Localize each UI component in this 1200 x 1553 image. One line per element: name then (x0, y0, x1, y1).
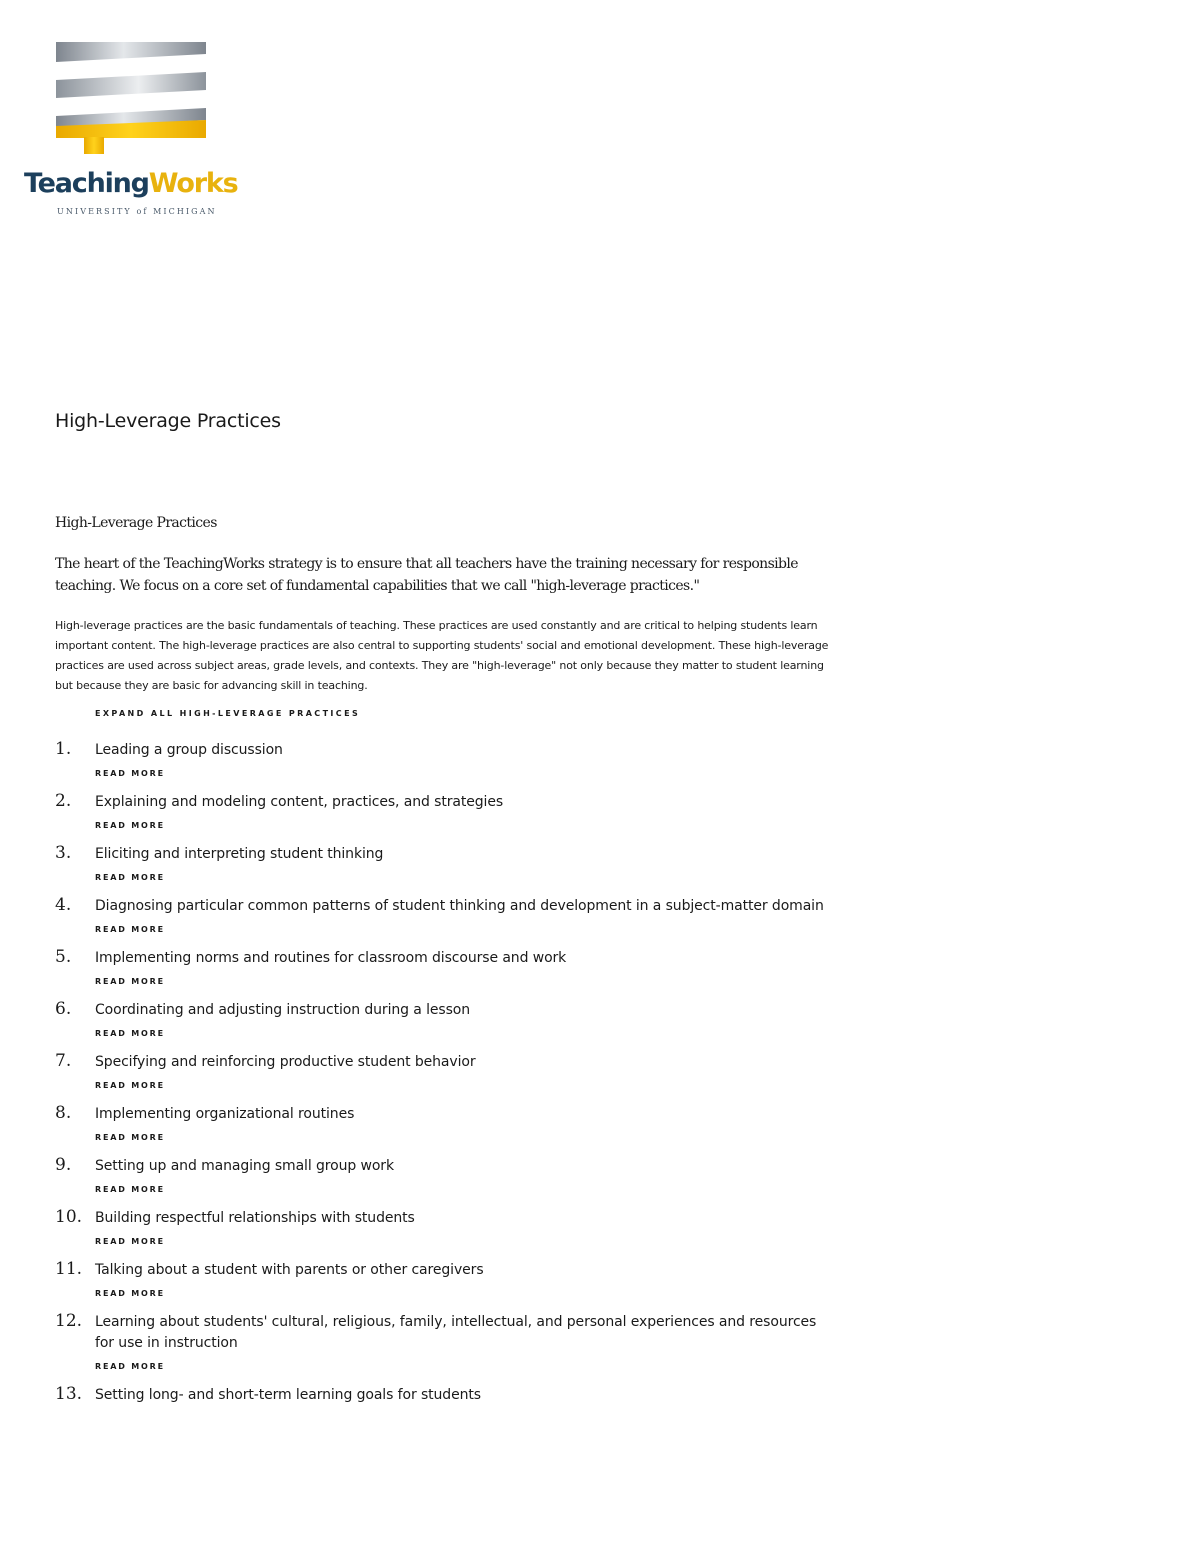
teachingworks-wordmark: TeachingWorks (24, 168, 238, 199)
read-more-link[interactable]: READ MORE (95, 977, 165, 986)
read-more-link[interactable]: READ MORE (95, 769, 165, 778)
practice-list (0, 738, 860, 1416)
read-more-link[interactable]: READ MORE (95, 873, 165, 882)
practice-item (0, 738, 860, 790)
teachingworks-logo-mark-icon (54, 40, 210, 158)
read-more-link[interactable]: READ MORE (95, 1133, 165, 1142)
practice-item (0, 946, 860, 998)
practice-title[interactable]: Building respectful relationships with students (95, 1210, 415, 1226)
practice-item (0, 790, 860, 842)
university-of-michigan-subtitle: UNIVERSITY of MICHIGAN (57, 207, 217, 216)
page-title: High-Leverage Practices (55, 410, 281, 432)
practice-item (0, 1383, 860, 1416)
read-more-link[interactable]: READ MORE (95, 925, 165, 934)
intro-lead-paragraph: The heart of the TeachingWorks strategy is to ensure that all teachers have the training necessary for responsible teaching. We focus on a core set of fundamental capabilities that we call "high-leverage practices." (55, 556, 798, 594)
practice-title[interactable]: Diagnosing particular common patterns of student thinking and development in a subject-matter domain (95, 898, 824, 914)
practice-item (0, 1102, 860, 1154)
practice-number: 4. (55, 895, 72, 915)
practice-number: 5. (55, 947, 72, 967)
practice-title[interactable]: Talking about a student with parents or other caregivers (95, 1262, 484, 1278)
expand-all-button[interactable]: EXPAND ALL HIGH-LEVERAGE PRACTICES (95, 709, 361, 718)
practice-number: 7. (55, 1051, 72, 1071)
practice-number: 2. (55, 791, 72, 811)
read-more-link[interactable]: READ MORE (95, 1081, 165, 1090)
practice-title[interactable]: Setting up and managing small group work (95, 1158, 394, 1174)
practice-number: 12. (55, 1311, 83, 1331)
read-more-link[interactable]: READ MORE (95, 1029, 165, 1038)
practice-title[interactable]: Coordinating and adjusting instruction during a lesson (95, 1002, 471, 1018)
practice-item (0, 1050, 860, 1102)
practice-item (0, 842, 860, 894)
read-more-link[interactable]: READ MORE (95, 1237, 165, 1246)
read-more-link[interactable]: READ MORE (95, 1185, 165, 1194)
practice-title[interactable]: Learning about students' cultural, religious, family, intellectual, and personal experiences and resources for use in instruction (95, 1314, 817, 1351)
practice-number: 6. (55, 999, 72, 1019)
teachingworks-logo[interactable] (24, 40, 244, 220)
practice-title[interactable]: Setting long- and short-term learning goals for students (95, 1387, 481, 1403)
practice-item (0, 894, 860, 946)
practice-number: 8. (55, 1103, 72, 1123)
practice-number: 11. (55, 1259, 83, 1279)
practice-item (0, 1154, 860, 1206)
practice-title[interactable]: Explaining and modeling content, practices, and strategies (95, 794, 504, 810)
read-more-link[interactable]: READ MORE (95, 1289, 165, 1298)
practice-number: 13. (55, 1384, 83, 1404)
practice-title[interactable]: Specifying and reinforcing productive student behavior (95, 1054, 476, 1070)
intro-body-paragraph: High-leverage practices are the basic fundamentals of teaching. These practices are used constantly and are critical to helping students learn important content. The high-leverage practices are also central to supporting students' social and emotional development. These high-leverage practices are used across subject areas, grade levels, and contexts. They are "high-leverage" not only because they matter to student learning but because they are basic for advancing skill in teaching. (55, 619, 829, 692)
practice-number: 1. (55, 739, 72, 759)
read-more-link[interactable]: READ MORE (95, 1362, 165, 1371)
practice-title[interactable]: Implementing norms and routines for classroom discourse and work (95, 950, 567, 966)
section-label: High-Leverage Practices (55, 515, 217, 531)
practice-item (0, 1258, 860, 1310)
practice-title[interactable]: Implementing organizational routines (95, 1106, 355, 1122)
practice-item (0, 1206, 860, 1258)
practice-number: 9. (55, 1155, 72, 1175)
read-more-link[interactable]: READ MORE (95, 821, 165, 830)
practice-number: 10. (55, 1207, 83, 1227)
practice-title[interactable]: Leading a group discussion (95, 742, 283, 758)
practice-item (0, 1310, 860, 1383)
practice-title[interactable]: Eliciting and interpreting student thinking (95, 846, 384, 862)
practice-item (0, 998, 860, 1050)
practice-number: 3. (55, 843, 72, 863)
